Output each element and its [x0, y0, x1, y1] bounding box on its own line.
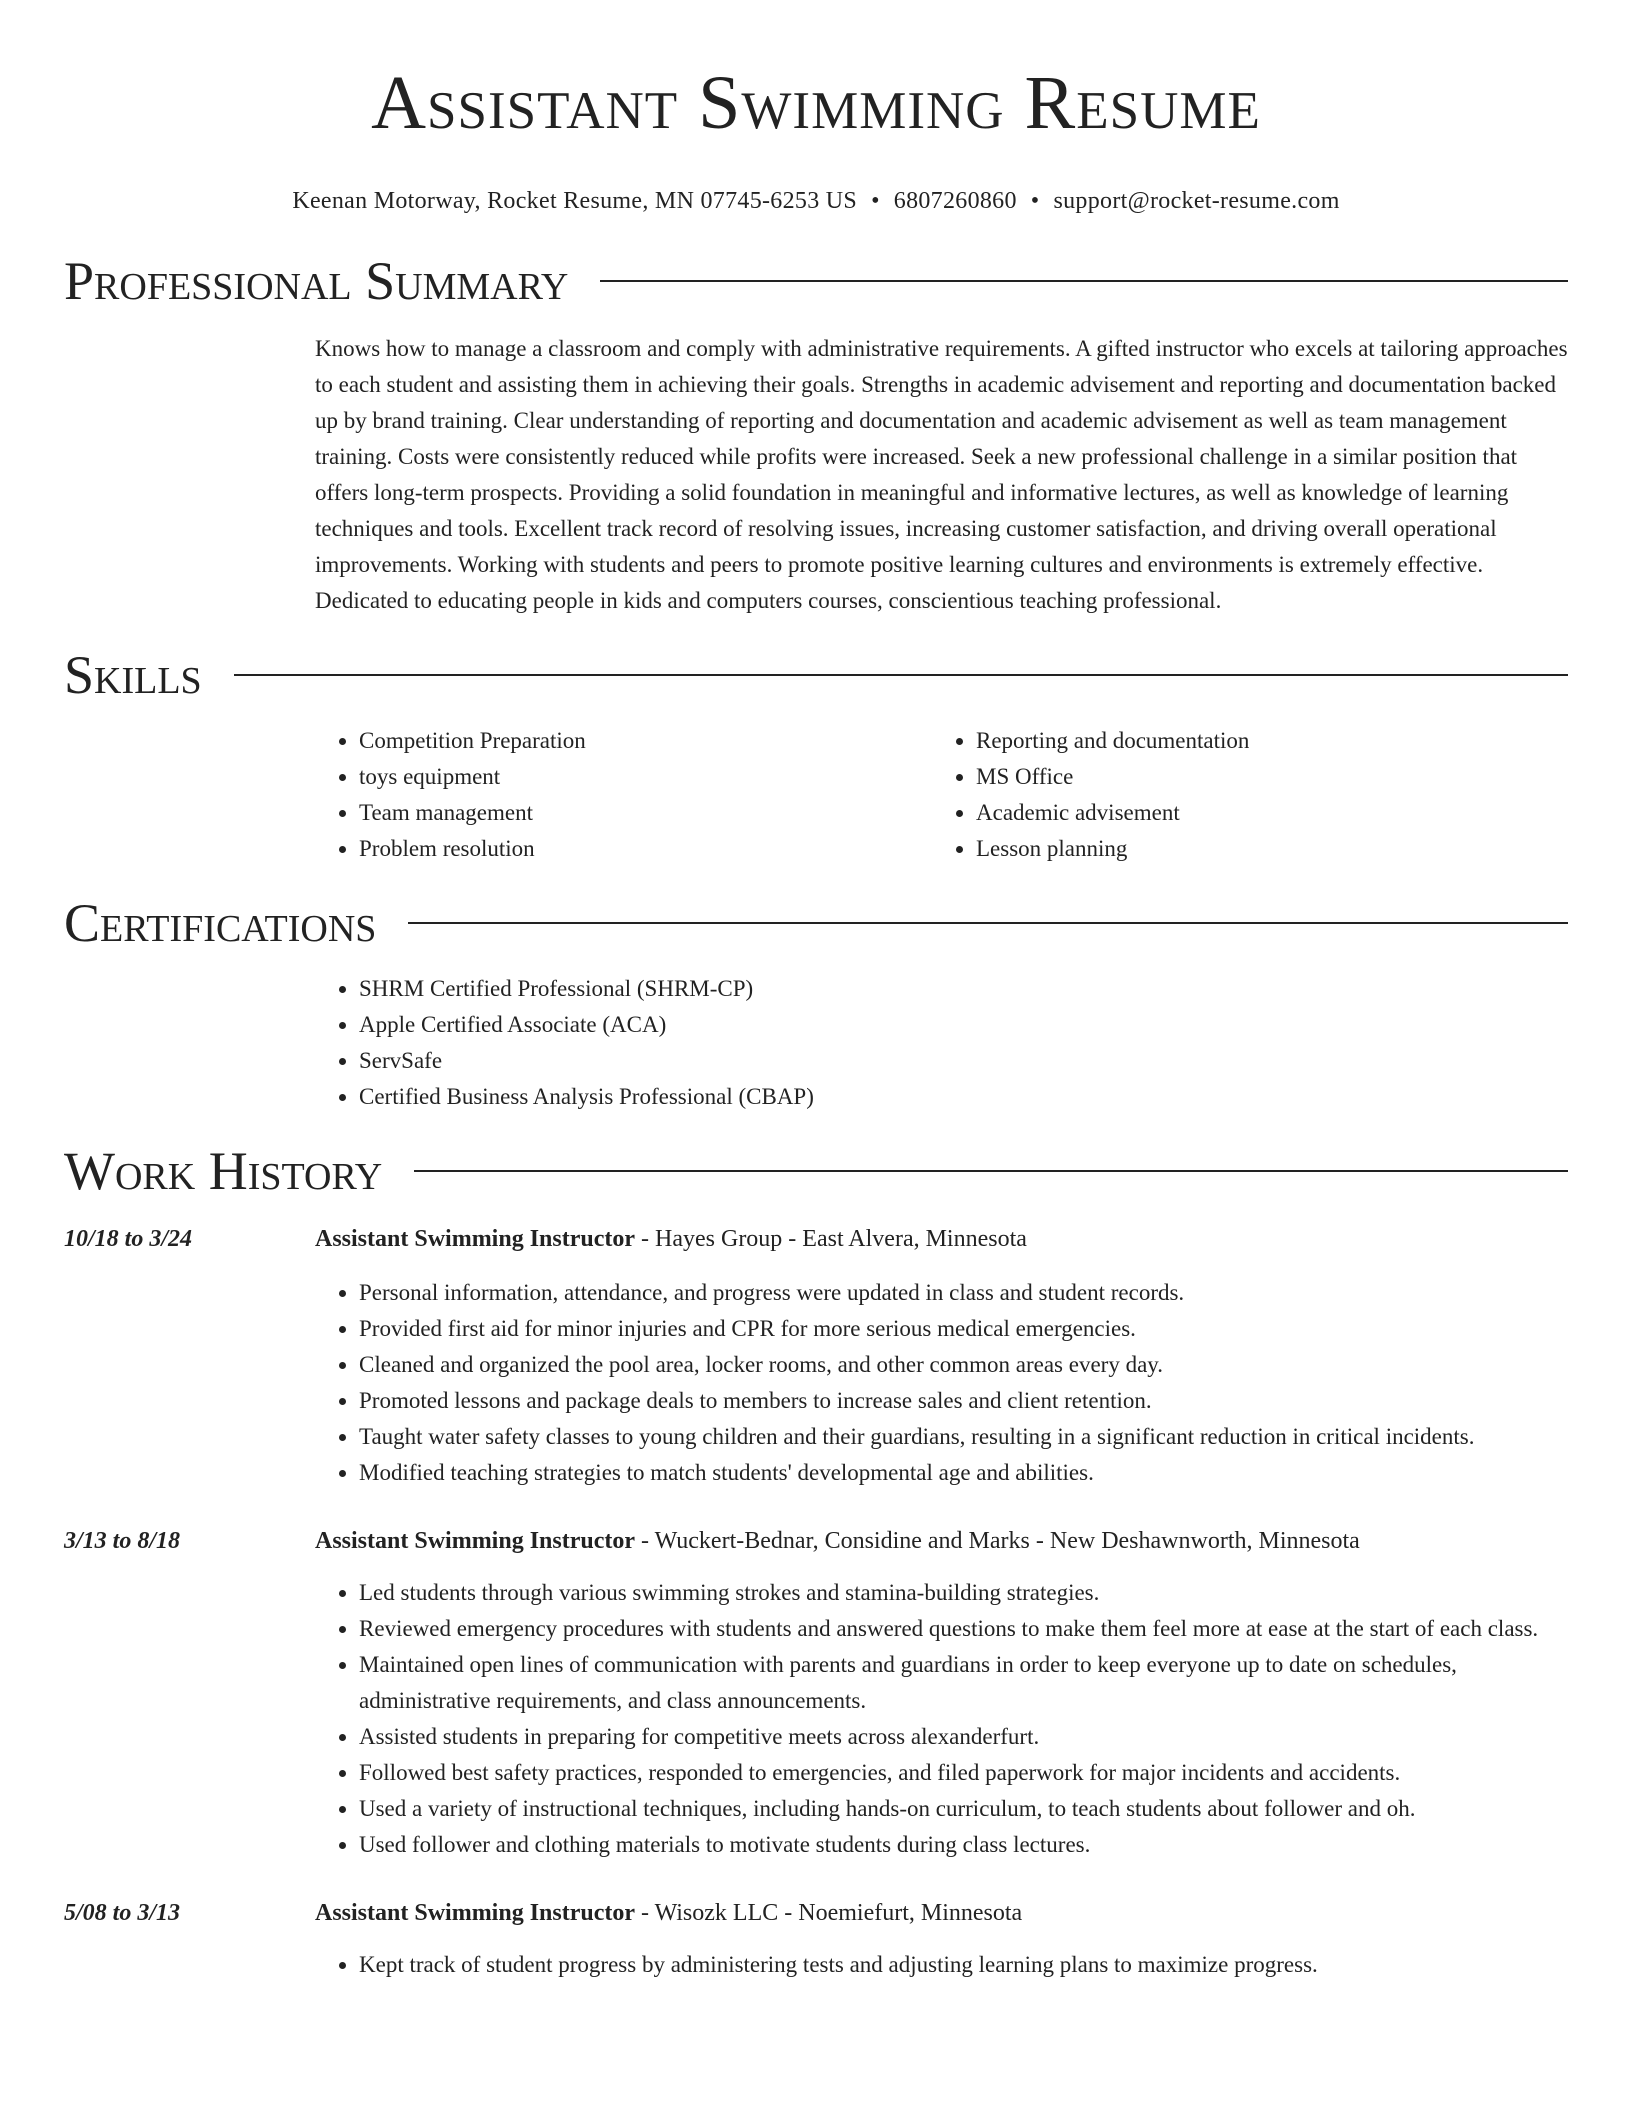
skills-list-left	[315, 723, 932, 867]
job-bullet: • Kept track of student progress by administering tests and adjusting learning plans to maximize progress.	[359, 1947, 1568, 1983]
skill-item: • Reporting and documentation	[976, 723, 1549, 759]
contact-separator: •	[871, 188, 880, 214]
section-divider	[234, 674, 1568, 676]
skill-item: • Problem resolution	[359, 831, 932, 867]
contact-address: Keenan Motorway, Rocket Resume, MN 07745-6253 US	[292, 188, 858, 214]
job-role: Assistant Swimming Instructor	[315, 1528, 636, 1554]
job-dates: 3/13 to 8/18	[64, 1528, 181, 1554]
job-bullet: • Followed best safety practices, responded to emergencies, and filed paperwork for major incidents and accidents.	[359, 1755, 1568, 1791]
section-divider	[414, 1170, 1568, 1172]
work-history-section	[64, 1141, 1568, 1983]
skill-item: • MS Office	[976, 759, 1549, 795]
certification-item: • ServSafe	[359, 1043, 1568, 1079]
skill-item: • Lesson planning	[976, 831, 1549, 867]
job-title-line	[315, 1895, 1568, 1931]
resume-title: Assistant Swimming Resume	[371, 61, 1261, 145]
contact-line	[0, 188, 1632, 215]
job-bullet: • Modified teaching strategies to match students' developmental age and abilities.	[359, 1455, 1568, 1491]
job-bullet: • Assisted students in preparing for competitive meets across alexanderfurt.	[359, 1719, 1568, 1755]
job-entry	[64, 1895, 1568, 1983]
certification-item: • Apple Certified Associate (ACA)	[359, 1007, 1568, 1043]
job-role: Assistant Swimming Instructor	[315, 1900, 636, 1926]
contact-email[interactable]: support@rocket-resume.com	[1053, 188, 1340, 214]
certification-item: • Certified Business Analysis Professional (CBAP)	[359, 1079, 1568, 1115]
job-bullet: • Used follower and clothing materials to motivate students during class lectures.	[359, 1827, 1568, 1863]
job-bullet: • Personal information, attendance, and progress were updated in class and student records.	[359, 1275, 1568, 1311]
contact-phone: 6807260860	[893, 188, 1017, 214]
skill-item: • Academic advisement	[976, 795, 1549, 831]
work-history-heading: Work History	[64, 1141, 383, 1201]
certifications-section	[64, 893, 1568, 1115]
job-employer: - Hayes Group - East Alvera, Minnesota	[635, 1226, 1027, 1252]
job-bullets	[315, 1275, 1568, 1491]
section-divider	[408, 922, 1568, 924]
job-bullet: • Used a variety of instructional techniques, including hands-on curriculum, to teach students about follower and oh.	[359, 1791, 1568, 1827]
certifications-heading: Certifications	[64, 893, 377, 953]
job-bullets	[315, 1575, 1568, 1863]
job-bullet: • Promoted lessons and package deals to members to increase sales and client retention.	[359, 1383, 1568, 1419]
skills-section	[64, 645, 1568, 867]
summary-text: Knows how to manage a classroom and comply with administrative requirements. A gifted instructor who excels at tailoring approaches to each student and assisting them in achieving their goals. Strengths in academic advisement and reporting and documentation backed up by brand training. Clear understanding of reporting and documentation and academic advisement as well as team management training. Costs were consistently reduced while profits were increased. Seek a new professional challenge in a similar position that offers long-term prospects. Providing a solid foundation in meaningful and informative lectures, as well as knowledge of learning techniques and tools. Excellent track record of resolving issues, increasing customer satisfaction, and driving overall operational improvements. Working with students and peers to promote positive learning cultures and environments is extremely effective. Dedicated to educating people in kids and computers courses, conscientious teaching professional.	[315, 336, 1568, 613]
skills-list-right	[932, 723, 1549, 867]
summary-heading: Professional Summary	[64, 251, 569, 311]
job-role: Assistant Swimming Instructor	[315, 1226, 636, 1252]
job-entry	[64, 1221, 1568, 1491]
section-divider	[600, 280, 1568, 282]
skill-item: • toys equipment	[359, 759, 932, 795]
summary-section	[64, 251, 1568, 619]
certification-item: • SHRM Certified Professional (SHRM-CP)	[359, 971, 1568, 1007]
job-bullet: • Led students through various swimming strokes and stamina-building strategies.	[359, 1575, 1568, 1611]
job-bullet: • Cleaned and organized the pool area, locker rooms, and other common areas every day.	[359, 1347, 1568, 1383]
skills-heading: Skills	[64, 645, 202, 705]
job-title-line	[315, 1523, 1568, 1559]
job-employer: - Wisozk LLC - Noemiefurt, Minnesota	[635, 1900, 1023, 1926]
job-bullet: • Reviewed emergency procedures with students and answered questions to make them feel more at ease at the start of each class.	[359, 1611, 1568, 1647]
contact-separator: •	[1030, 188, 1040, 214]
job-dates: 10/18 to 3/24	[64, 1226, 193, 1252]
skill-item: • Competition Preparation	[359, 723, 932, 759]
certifications-list	[315, 971, 1568, 1115]
job-title-line	[315, 1221, 1568, 1257]
job-bullet: • Taught water safety classes to young children and their guardians, resulting in a significant reduction in critical incidents.	[359, 1419, 1568, 1455]
job-employer: - Wuckert-Bednar, Considine and Marks - New Deshawnworth, Minnesota	[635, 1528, 1360, 1554]
job-bullet: • Maintained open lines of communication with parents and guardians in order to keep everyone up to date on schedules, administrative requirements, and class announcements.	[359, 1647, 1568, 1719]
job-dates: 5/08 to 3/13	[64, 1900, 181, 1926]
job-bullets	[315, 1947, 1568, 1983]
job-entry	[64, 1523, 1568, 1863]
skill-item: • Team management	[359, 795, 932, 831]
job-bullet: • Provided first aid for minor injuries and CPR for more serious medical emergencies.	[359, 1311, 1568, 1347]
